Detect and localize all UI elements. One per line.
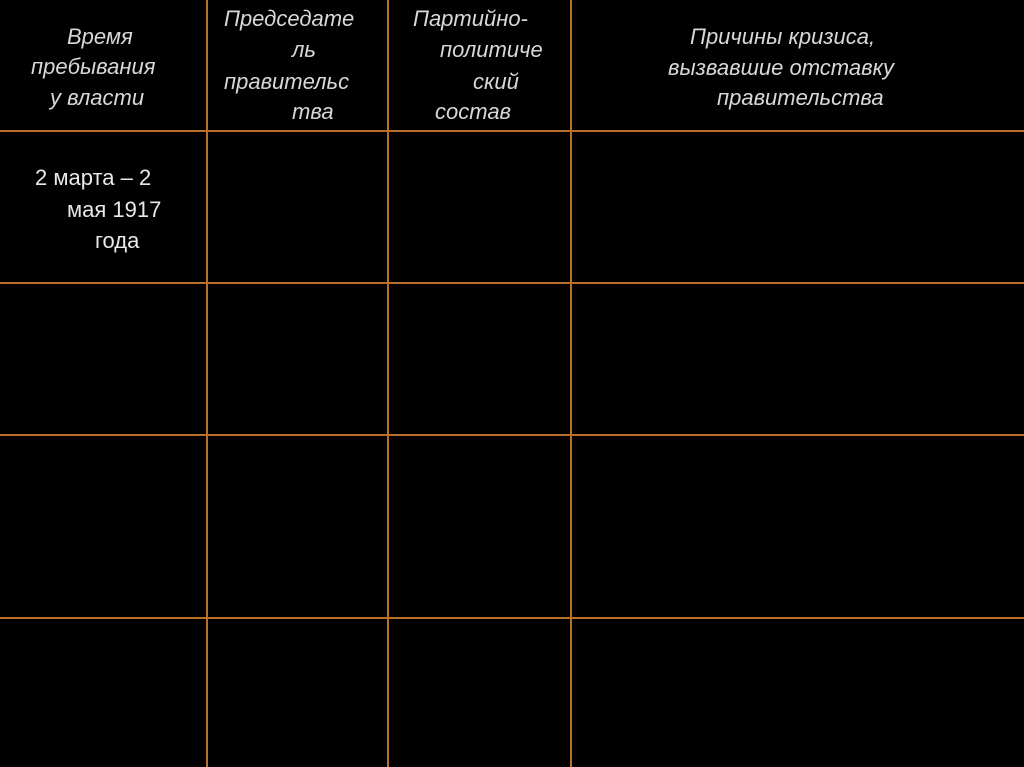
table-border-col-1 [206, 0, 208, 767]
table-border-row-3 [0, 617, 1024, 619]
header-line: правительства [717, 85, 884, 110]
header-line: ль [292, 37, 316, 62]
header-line: Время [67, 24, 133, 49]
table-border-row-2 [0, 434, 1024, 436]
header-line: вызвавшие отставку [668, 55, 894, 80]
header-line: правительс [224, 69, 350, 94]
period-line: мая 1917 [67, 197, 162, 222]
header-line: политиче [440, 37, 543, 62]
table-border-col-3 [570, 0, 572, 767]
table-border-col-2 [387, 0, 389, 767]
header-line: Причины кризиса, [690, 24, 876, 49]
period-line: 2 марта – 2 [35, 165, 152, 190]
header-line: у власти [50, 85, 145, 110]
table-border-top [0, 130, 1024, 132]
header-line: ский [473, 69, 519, 94]
header-line: тва [292, 99, 334, 124]
table-border-row-1 [0, 282, 1024, 284]
header-line: пребывания [31, 54, 156, 79]
header-line: Председате [224, 6, 355, 31]
header-line: Партийно- [413, 6, 528, 31]
period-line: года [95, 228, 140, 253]
header-line: состав [435, 99, 512, 124]
